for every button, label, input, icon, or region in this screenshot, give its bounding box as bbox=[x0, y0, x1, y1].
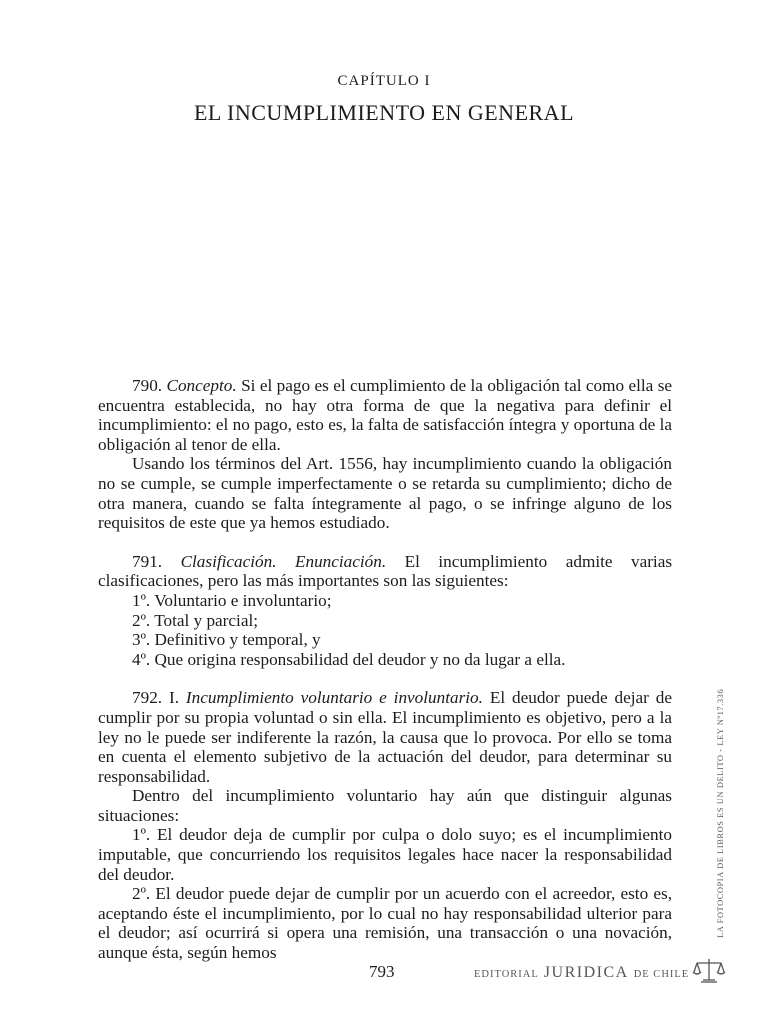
section-number: 791. bbox=[132, 551, 163, 571]
paragraph-792-2: Dentro del incumplimiento voluntario hay aún que distinguir algunas situaciones: bbox=[98, 786, 672, 825]
section-number: 792. I. bbox=[132, 688, 179, 708]
section-heading: Clasificación. Enunciación. bbox=[180, 551, 387, 571]
publisher-main: JURIDICA bbox=[543, 964, 629, 981]
list-item: 2º. El deudor puede dejar de cumplir por un acuerdo con el acreedor, esto es, aceptando éste el incumplimiento, por lo cual no hay responsabilidad ulterior para el deudor; así ocurrirá si opera una remisión, una transacción o una novación, aunque ésta, según hemos bbox=[98, 884, 672, 963]
paragraph-792 bbox=[98, 688, 672, 786]
section-heading: Concepto. bbox=[166, 376, 237, 395]
publisher-suffix: DE CHILE bbox=[633, 969, 690, 980]
paragraph-791 bbox=[98, 552, 672, 591]
chapter-label: CAPÍTULO I bbox=[337, 73, 431, 89]
list-item: 2º. Total y parcial; bbox=[132, 610, 258, 630]
page-number: 793 bbox=[369, 962, 395, 981]
list-item: 3º. Definitivo y temporal, y bbox=[132, 630, 321, 650]
publisher-prefix: EDITORIAL bbox=[474, 969, 539, 980]
paragraph-text: Si el pago es el cumplimiento de la obligación tal como ella se encuentra establecida, no hay otra forma de que la negativa para definir el incumplimiento: el no pago, esto es, la falta de satisfacción íntegra y oportuna de la obligación al tenor de ella. bbox=[98, 376, 673, 454]
copyright-notice: LA FOTOCOPIA DE LIBROS ES UN DELITO - LEY Nº17.336 bbox=[716, 688, 725, 938]
paragraph-text: El incumplimiento admite varias clasificaciones, pero las más importantes son las siguientes: bbox=[98, 551, 673, 591]
publisher-name bbox=[474, 964, 689, 982]
page-footer bbox=[0, 962, 768, 992]
paragraph-790-2: Usando los términos del Art. 1556, hay incumplimiento cuando la obligación no se cumple, se cumple imperfectamente o se retarda su cumplimiento; dicho de otra manera, cuando se falta íntegramente al pago, o se infringe alguno de los requisitos de este que ya hemos estudiado. bbox=[98, 454, 672, 533]
section-number: 790. bbox=[132, 376, 163, 395]
list-item: 1º. El deudor deja de cumplir por culpa o dolo suyo; es el incumplimiento imputable, que concurriendo los requisitos legales hace nacer la responsabilidad del deudor. bbox=[98, 825, 672, 884]
body-text bbox=[98, 376, 672, 963]
paragraph-790 bbox=[98, 376, 672, 454]
scales-of-justice-icon bbox=[692, 956, 726, 984]
chapter-title: EL INCUMPLIMIENTO EN GENERAL bbox=[193, 100, 575, 125]
paragraph-text: El deudor puede dejar de cumplir por su propia voluntad o sin ella. El incumplimiento es objetivo, pero a la ley no le puede ser indiferente la razón, la causa que lo provoca. Por ello se toma en cuenta el elemento subjetivo de la actuación del deudor, para determinar su responsabilidad. bbox=[98, 688, 672, 786]
list-item: 1º. Voluntario e involuntario; bbox=[132, 590, 332, 610]
list-item: 4º. Que origina responsabilidad del deudor y no da lugar a ella. bbox=[132, 649, 566, 669]
section-heading: Incumplimiento voluntario e involuntario. bbox=[185, 688, 483, 708]
